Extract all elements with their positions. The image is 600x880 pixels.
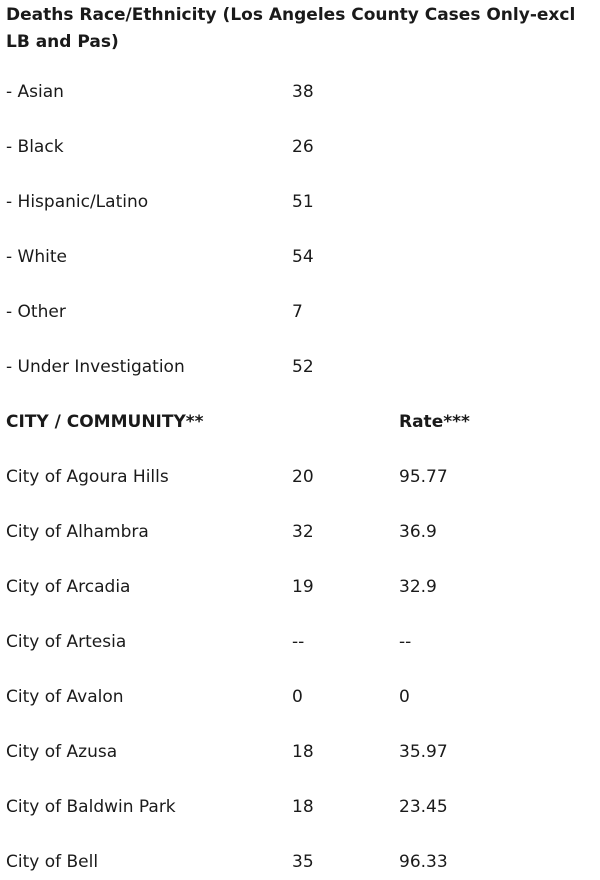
community-name: City of Avalon (6, 687, 124, 707)
table-row (0, 520, 600, 544)
rate-column-header: Rate*** (399, 412, 470, 432)
race-value: 38 (292, 82, 314, 102)
table-row (0, 795, 600, 819)
community-count: 0 (292, 687, 303, 707)
section-title (6, 2, 600, 56)
community-name: City of Artesia (6, 632, 127, 652)
race-label: - Under Investigation (6, 357, 185, 377)
community-column-header: CITY / COMMUNITY** (6, 412, 204, 432)
community-count: 18 (292, 742, 314, 762)
race-value: 54 (292, 247, 314, 267)
community-name: City of Agoura Hills (6, 467, 169, 487)
community-rate: -- (399, 632, 412, 652)
table-row (0, 740, 600, 764)
community-rate: 96.33 (399, 852, 448, 872)
community-rate: 23.45 (399, 797, 448, 817)
community-name: City of Arcadia (6, 577, 131, 597)
race-label: - Other (6, 302, 66, 322)
community-count: 20 (292, 467, 314, 487)
race-value: 26 (292, 137, 314, 157)
race-row-black (0, 135, 600, 159)
race-row-under-investigation (0, 355, 600, 379)
race-value: 51 (292, 192, 314, 212)
community-name: City of Alhambra (6, 522, 149, 542)
community-rate: 32.9 (399, 577, 437, 597)
community-count: 32 (292, 522, 314, 542)
race-value: 52 (292, 357, 314, 377)
table-row (0, 630, 600, 654)
race-label: - Black (6, 137, 64, 157)
section-title-line-1: Deaths Race/Ethnicity (Los Angeles County Cases Only-excl (6, 5, 576, 25)
table-row (0, 575, 600, 599)
community-rate: 95.77 (399, 467, 448, 487)
community-count: 18 (292, 797, 314, 817)
community-name: City of Bell (6, 852, 99, 872)
race-row-white (0, 245, 600, 269)
table-row (0, 685, 600, 709)
race-row-hispanic-latino (0, 190, 600, 214)
community-count: 35 (292, 852, 314, 872)
race-label: - White (6, 247, 67, 267)
community-rate: 0 (399, 687, 410, 707)
race-row-other (0, 300, 600, 324)
community-name: City of Azusa (6, 742, 118, 762)
community-table-header (0, 410, 600, 434)
section-title-line-2: LB and Pas) (6, 32, 119, 52)
table-row (0, 465, 600, 489)
community-count: -- (292, 632, 305, 652)
race-label: - Asian (6, 82, 64, 102)
table-row (0, 850, 600, 874)
race-row-asian (0, 80, 600, 104)
community-count: 19 (292, 577, 314, 597)
race-value: 7 (292, 302, 303, 322)
community-rate: 35.97 (399, 742, 448, 762)
community-rate: 36.9 (399, 522, 437, 542)
community-name: City of Baldwin Park (6, 797, 176, 817)
race-label: - Hispanic/Latino (6, 192, 149, 212)
